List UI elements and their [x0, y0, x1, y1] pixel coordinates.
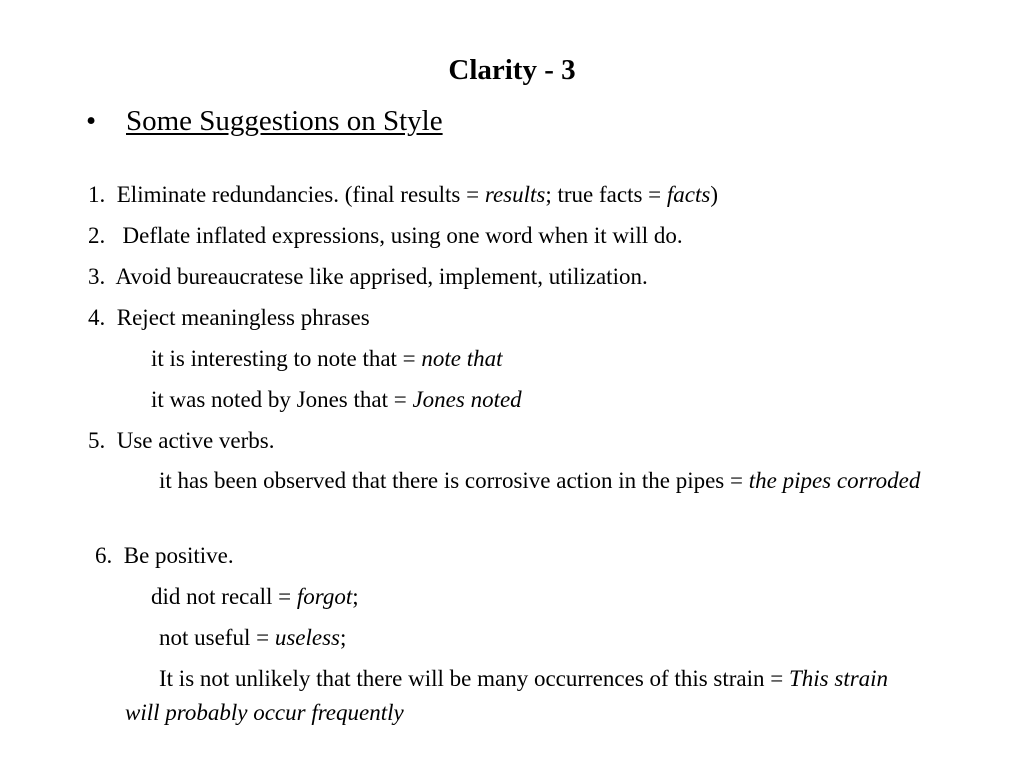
list-item-2 [88, 221, 683, 251]
slide-title: Clarity - 3 [448, 54, 576, 86]
list-item-4-example-1 [151, 344, 503, 374]
list-item-1 [88, 180, 718, 210]
list-item-1-text: 1. Eliminate redundancies. (final results = [88, 182, 485, 207]
list-item-3 [88, 262, 648, 292]
list-item-4-example-2-em: Jones noted [412, 387, 522, 412]
list-item-5-example-1-em: the pipes corroded [748, 468, 921, 493]
list-item-6-text: 6. Be positive. [95, 543, 234, 568]
list-item-6-example-1-em: forgot [296, 584, 353, 609]
list-item-6-example-2 [159, 623, 346, 653]
list-item-5-example-1-plain: it has been observed that there is corrosive action in the pipes = [159, 468, 749, 493]
list-item-6-example-3-em: This strain will probably occur frequently [125, 666, 889, 725]
list-item-6 [95, 541, 234, 571]
bullet-heading [86, 102, 443, 140]
list-item-6-example-1-plain: did not recall = [151, 584, 297, 609]
list-item-1-mid: ; true facts = [545, 182, 667, 207]
list-item-5 [88, 426, 275, 456]
list-item-1-end: ) [710, 182, 719, 207]
list-item-6-example-1 [151, 582, 359, 612]
list-item-1-em-facts: facts [666, 182, 711, 207]
list-item-5-text: 5. Use active verbs. [88, 428, 275, 453]
list-item-6-example-2-em: useless [274, 625, 340, 650]
list-item-6-example-3-plain: It is not unlikely that there will be many occurrences of this strain = [159, 666, 789, 691]
list-item-4-example-2-plain: it was noted by Jones that = [151, 387, 413, 412]
list-item-4-text: 4. Reject meaningless phrases [88, 305, 370, 330]
list-item-4-example-2 [151, 385, 522, 415]
list-item-3-text: 3. Avoid bureaucratese like apprised, implement, utilization. [88, 264, 648, 289]
list-item-4 [88, 303, 370, 333]
list-item-6-example-1-end: ; [352, 584, 359, 609]
list-item-1-em-results: results [484, 182, 546, 207]
list-item-4-example-1-em: note that [421, 346, 503, 371]
list-item-2-text: 2. Deflate inflated expressions, using one word when it will do. [88, 223, 683, 248]
bullet-symbol: • [86, 105, 97, 137]
list-item-6-example-2-plain: not useful = [159, 625, 275, 650]
list-item-4-example-1-plain: it is interesting to note that = [151, 346, 422, 371]
list-item-6-example-2-end: ; [340, 625, 347, 650]
bullet-heading-text: Some Suggestions on Style [126, 105, 443, 137]
list-item-5-example-1 [125, 464, 925, 498]
list-item-6-example-3 [125, 662, 925, 730]
